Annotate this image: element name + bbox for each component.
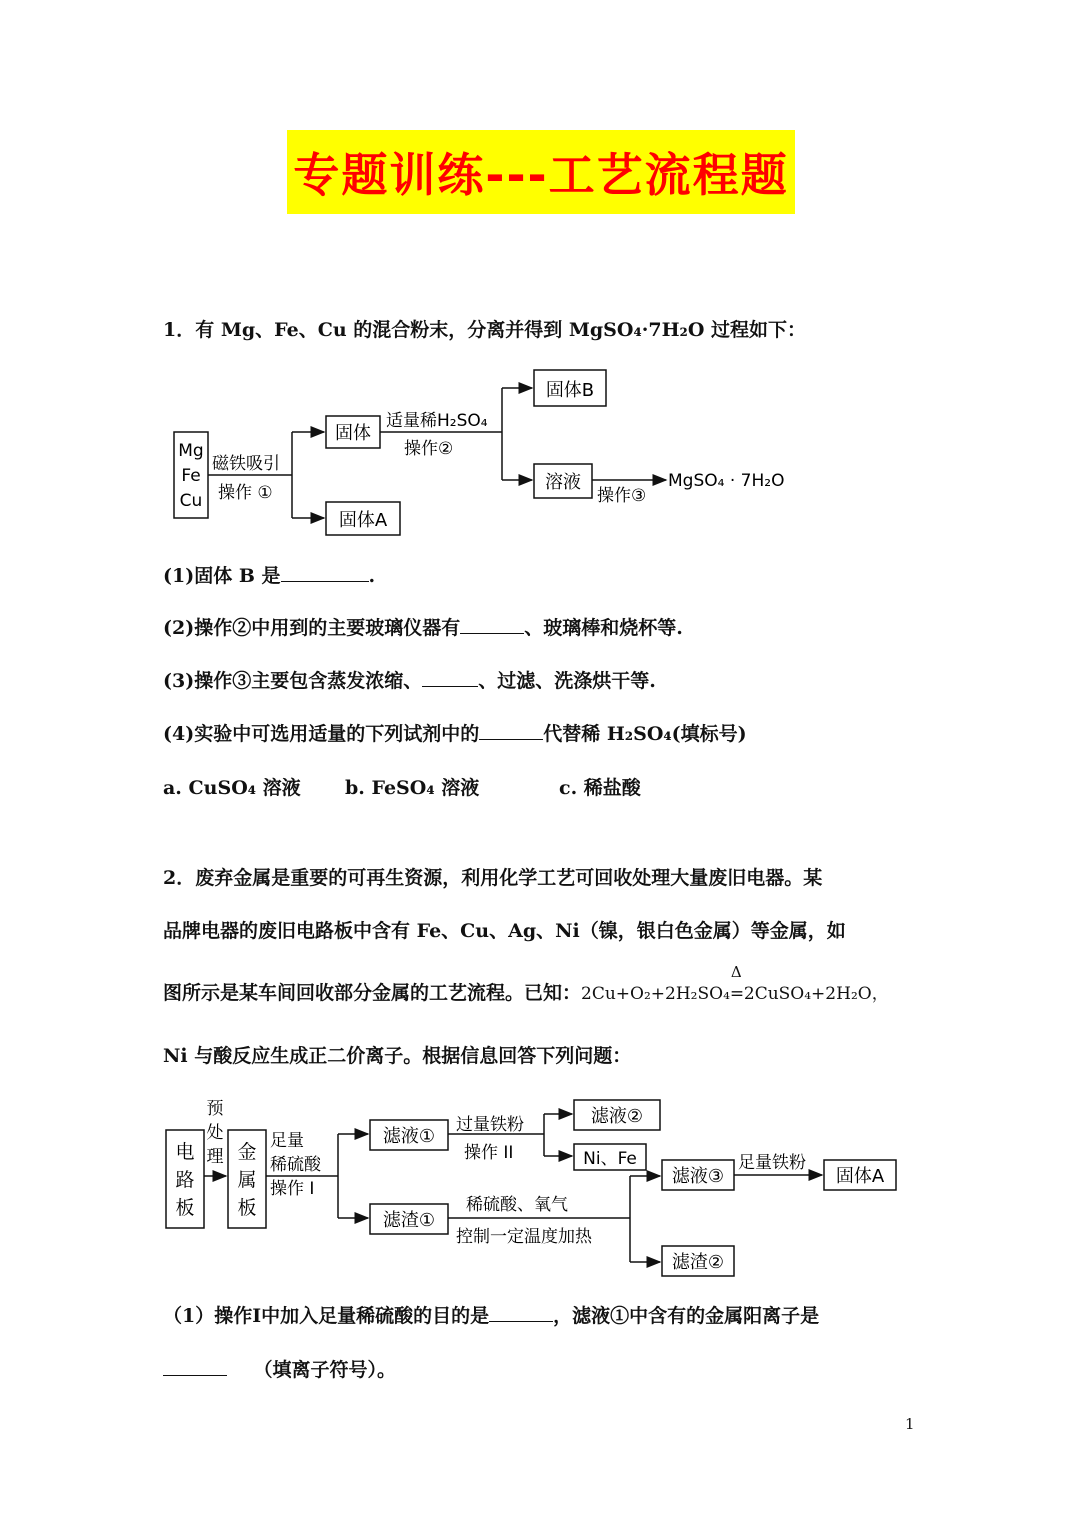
q2-sub1-blank-b[interactable]: [163, 1357, 227, 1376]
q2-nife-label: Ni、Fe: [583, 1149, 637, 1169]
q2-residue1-label: 滤渣①: [382, 1210, 436, 1231]
q1-sub3: [163, 667, 923, 695]
q1-sub1-text: (1)固体 B 是: [163, 565, 281, 587]
q1-op2-top: 适量稀H₂SO₄: [386, 411, 488, 431]
q1-sub2-blank[interactable]: [460, 615, 524, 634]
q2-filtrate1-label: 滤液①: [382, 1126, 436, 1147]
q1-sub2-text: (2)操作②中用到的主要玻璃仪器有: [163, 617, 461, 639]
q1-solution-label: 溶液: [545, 472, 581, 493]
q1-op2-bottom: 操作②: [404, 439, 454, 459]
q2-enough-iron: 足量铁粉: [738, 1153, 806, 1173]
page-number: 1: [905, 1415, 915, 1433]
q2-eq-delta: Δ: [730, 963, 742, 981]
q2-op1-line3: 操作 I: [270, 1179, 315, 1199]
q2-line3: [163, 963, 923, 1008]
q2-line2: 品牌电器的废旧电路板中含有 Fe、Cu、Ag、Ni（镍，银白色金属）等金属，如: [163, 920, 846, 942]
q2-sub1-end: （填离子符号）。: [253, 1359, 396, 1381]
q1-start-cu: Cu: [179, 491, 203, 511]
q2-pretreat-1: 预: [206, 1099, 224, 1119]
q2-eq-equals: =: [729, 984, 745, 1004]
q1-sub2-end: 、玻璃棒和烧杯等.: [524, 617, 683, 639]
q2-metal-2: 属: [237, 1169, 257, 1191]
q1-op3-label: 操作③: [597, 486, 647, 506]
q2-line1: 2．废弃金属是重要的可再生资源，利用化学工艺可回收处理大量废旧电器。某: [163, 867, 823, 889]
q2-sub1-blank-a[interactable]: [489, 1303, 553, 1322]
q1-option-b[interactable]: b. FeSO₄ 溶液: [345, 777, 480, 799]
q2-pretreat-2: 处: [206, 1123, 224, 1143]
q1-sub2: [163, 614, 923, 642]
q1-sub1-end: .: [368, 565, 376, 587]
q2-metal-1: 金: [237, 1141, 257, 1163]
q1-sub3-end: 、过滤、洗涤烘干等.: [478, 670, 656, 692]
q1-solid-a-label: 固体A: [338, 510, 388, 531]
q1-sub4-blank[interactable]: [479, 721, 543, 740]
q1-sub4-end: 代替稀 H₂SO₄(填标号): [543, 723, 747, 745]
q2-metal-3: 板: [237, 1197, 257, 1219]
q2-residue2-label: 滤渣②: [671, 1252, 725, 1273]
q2-line3-text: 图所示是某车间回收部分金属的工艺流程。已知：: [163, 982, 582, 1004]
q1-op1-bottom: 操作 ①: [218, 483, 273, 503]
q1-flow-diagram: [160, 362, 800, 544]
q2-board-3: 板: [175, 1197, 195, 1219]
q1-sub3-blank[interactable]: [422, 668, 478, 687]
q1-op1-top: 磁铁吸引: [212, 454, 280, 474]
q2-heat-control: 控制一定温度加热: [456, 1227, 592, 1247]
q2-op1-line2: 稀硫酸: [270, 1155, 321, 1175]
q2-sub1: [163, 1302, 923, 1330]
q2-eq-right: 2CuSO₄+2H₂O，: [743, 984, 889, 1004]
q1-start-mg: Mg: [178, 441, 204, 461]
q2-equation: [581, 963, 889, 1008]
q1-product-label: MgSO₄ · 7H₂O: [668, 471, 785, 491]
q1-solid-b-label: 固体B: [545, 380, 595, 401]
q2-eq-sign: [729, 963, 745, 1008]
q1-option-c[interactable]: c. 稀盐酸: [559, 777, 641, 799]
q2-pretreat-3: 理: [206, 1147, 224, 1167]
q2-excess-iron: 过量铁粉: [456, 1115, 524, 1135]
q2-flow-diagram: [160, 1094, 910, 1284]
q1-start-fe: Fe: [181, 466, 201, 486]
q2-board-1: 电: [175, 1141, 195, 1163]
q1-sub1-blank[interactable]: [281, 563, 369, 582]
q1-solid-label: 固体: [335, 423, 371, 444]
q1-sub4: [163, 720, 923, 748]
q2-board-2: 路: [175, 1169, 195, 1191]
q2-acid-oxygen: 稀硫酸、氧气: [466, 1195, 568, 1215]
q1-sub1: [163, 562, 923, 590]
q1-sub3-text: (3)操作③主要包含蒸发浓缩、: [163, 670, 423, 692]
q2-sub1-text: （1）操作Ⅰ中加入足量稀硫酸的目的是: [163, 1305, 490, 1327]
q2-filtrate2-label: 滤液②: [590, 1106, 644, 1127]
q2-line4: Ni 与酸反应生成正二价离子。根据信息回答下列问题：: [163, 1045, 632, 1067]
q2-op1-line1: 足量: [270, 1131, 304, 1151]
q2-op2-label: 操作 II: [464, 1143, 514, 1163]
title-banner: [287, 130, 795, 214]
q2-solid-a-label: 固体A: [835, 1166, 885, 1187]
q2-eq-left: 2Cu+O₂+2H₂SO₄: [581, 984, 730, 1004]
q1-stem: 1．有 Mg、Fe、Cu 的混合粉末，分离并得到 MgSO₄·7H₂O 过程如下：: [163, 319, 807, 341]
q2-filtrate3-label: 滤液③: [671, 1166, 725, 1187]
q1-sub4-text: (4)实验中可选用适量的下列试剂中的: [163, 723, 480, 745]
q2-sub1-cont: [163, 1356, 923, 1384]
q1-option-a[interactable]: a. CuSO₄ 溶液: [163, 777, 301, 799]
q2-sub1-mid: ，滤液①中含有的金属阳离子是: [553, 1305, 820, 1327]
page-title: 专题训练---工艺流程题: [293, 148, 789, 202]
